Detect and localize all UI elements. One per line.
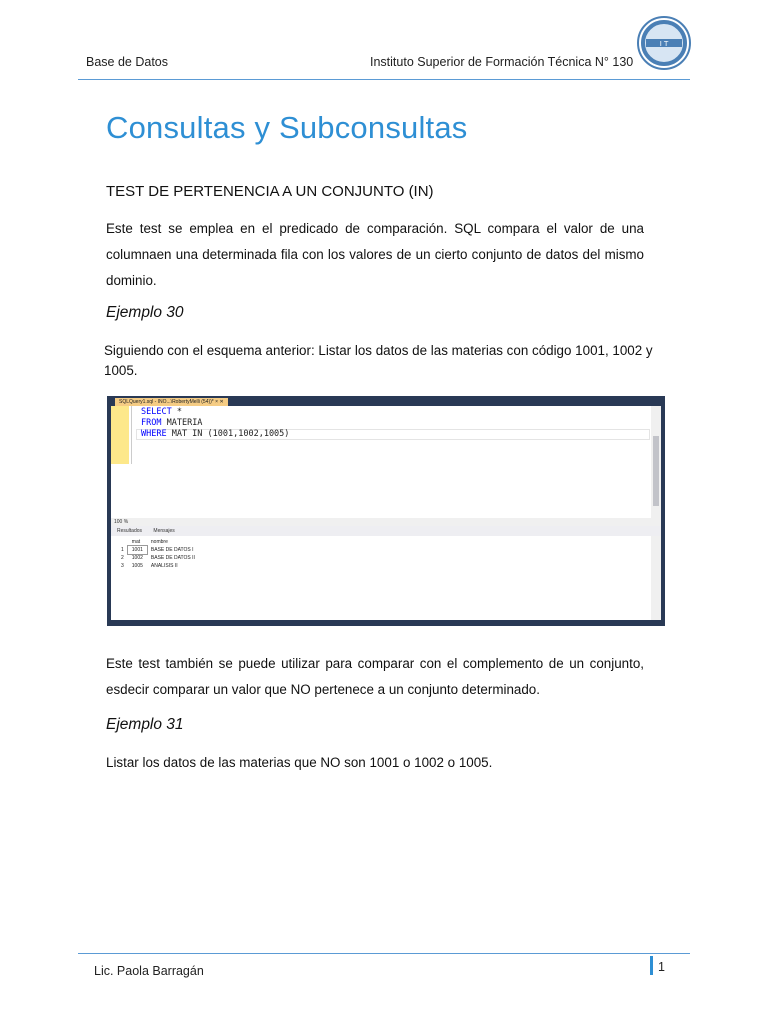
- example-31-text: Listar los datos de las materias que NO son 1001 o 1002 o 1005.: [106, 755, 493, 770]
- row-number: 1: [121, 547, 124, 553]
- example-30-text: Siguiendo con el esquema anterior: Listar los datos de las materias con código 1001, 1002 y 1005.: [104, 343, 653, 378]
- logo-text: I T: [659, 40, 669, 48]
- grid-header-cell: mat: [131, 539, 141, 545]
- grid-header-cell: [117, 538, 128, 546]
- page-title: Consultas y Subconsultas: [106, 110, 468, 145]
- zoom-bar: [111, 518, 661, 526]
- query-tab-bar: [107, 396, 665, 406]
- zoom-select[interactable]: 100 %: [114, 519, 129, 525]
- tab-messages[interactable]: Mensajes: [153, 528, 175, 534]
- table-row[interactable]: [117, 562, 199, 570]
- code-line-1: [141, 407, 182, 418]
- table-row[interactable]: [117, 546, 199, 554]
- grid-cell[interactable]: ANALISIS II: [150, 563, 178, 569]
- results-grid-panel: [111, 536, 661, 620]
- sql-keyword: FROM: [141, 418, 162, 428]
- results-scrollbar[interactable]: [651, 536, 661, 620]
- complement-paragraph: Este test también se puede utilizar para comparar con el complemento de un conjunto, esdecir comparar un valor que NO pertenece a un conjunto determinado.: [106, 656, 644, 697]
- example-31-heading: Ejemplo 31: [106, 716, 184, 733]
- grid-cell[interactable]: 1005: [131, 563, 143, 569]
- footer-divider: [78, 953, 690, 954]
- sql-keyword: SELECT: [141, 407, 172, 417]
- results-grid: [117, 538, 199, 570]
- section-subtitle: TEST DE PERTENENCIA A UN CONJUNTO (IN): [106, 183, 434, 200]
- page-number-bar: [650, 956, 653, 975]
- grid-cell[interactable]: BASE DE DATOS II: [150, 555, 195, 561]
- footer-author: Lic. Paola Barragán: [94, 964, 204, 978]
- page-number: 1: [658, 960, 665, 974]
- header-right-text: Instituto Superior de Formación Técnica N° 130: [370, 55, 634, 69]
- sql-keyword: WHERE: [141, 429, 167, 439]
- grid-cell[interactable]: 1002: [131, 555, 143, 561]
- tab-results[interactable]: Resultados: [117, 528, 143, 534]
- grid-header-cell: nombre: [150, 539, 168, 545]
- grid-cell[interactable]: BASE DE DATOS I: [150, 547, 194, 553]
- query-tab[interactable]: [115, 398, 228, 406]
- sql-text: MATERIA: [161, 418, 203, 428]
- code-line-2: [141, 418, 202, 429]
- sql-text: MAT IN (1001,1002,1005): [166, 429, 290, 439]
- editor-gutter: [111, 406, 129, 464]
- header-left-text: Base de Datos: [86, 55, 168, 69]
- grid-header-row: [117, 538, 199, 546]
- editor-scrollbar-thumb[interactable]: [653, 436, 659, 506]
- institute-logo: [636, 15, 692, 71]
- sql-text: *: [171, 407, 182, 417]
- row-number: 3: [121, 563, 124, 569]
- close-icon[interactable]: × ✕: [215, 399, 224, 405]
- sql-editor[interactable]: [111, 406, 661, 518]
- code-line-3: [141, 429, 289, 440]
- header-divider: [78, 79, 690, 80]
- sql-query-screenshot: [107, 396, 665, 626]
- grid-cell[interactable]: 1001: [128, 546, 147, 554]
- row-number: 2: [121, 555, 124, 561]
- table-row[interactable]: [117, 554, 199, 562]
- query-tab-label: SQLQuery1.sql - INO...\RobertyMelli (54))*: [119, 399, 214, 405]
- results-tab-bar: [111, 526, 661, 536]
- example-30-heading: Ejemplo 30: [106, 304, 184, 321]
- intro-paragraph: Este test se emplea en el predicado de comparación. SQL compara el valor de una columnaen una determinada fila con los valores de un cierto conjunto de datos del mismo dominio.: [106, 221, 644, 288]
